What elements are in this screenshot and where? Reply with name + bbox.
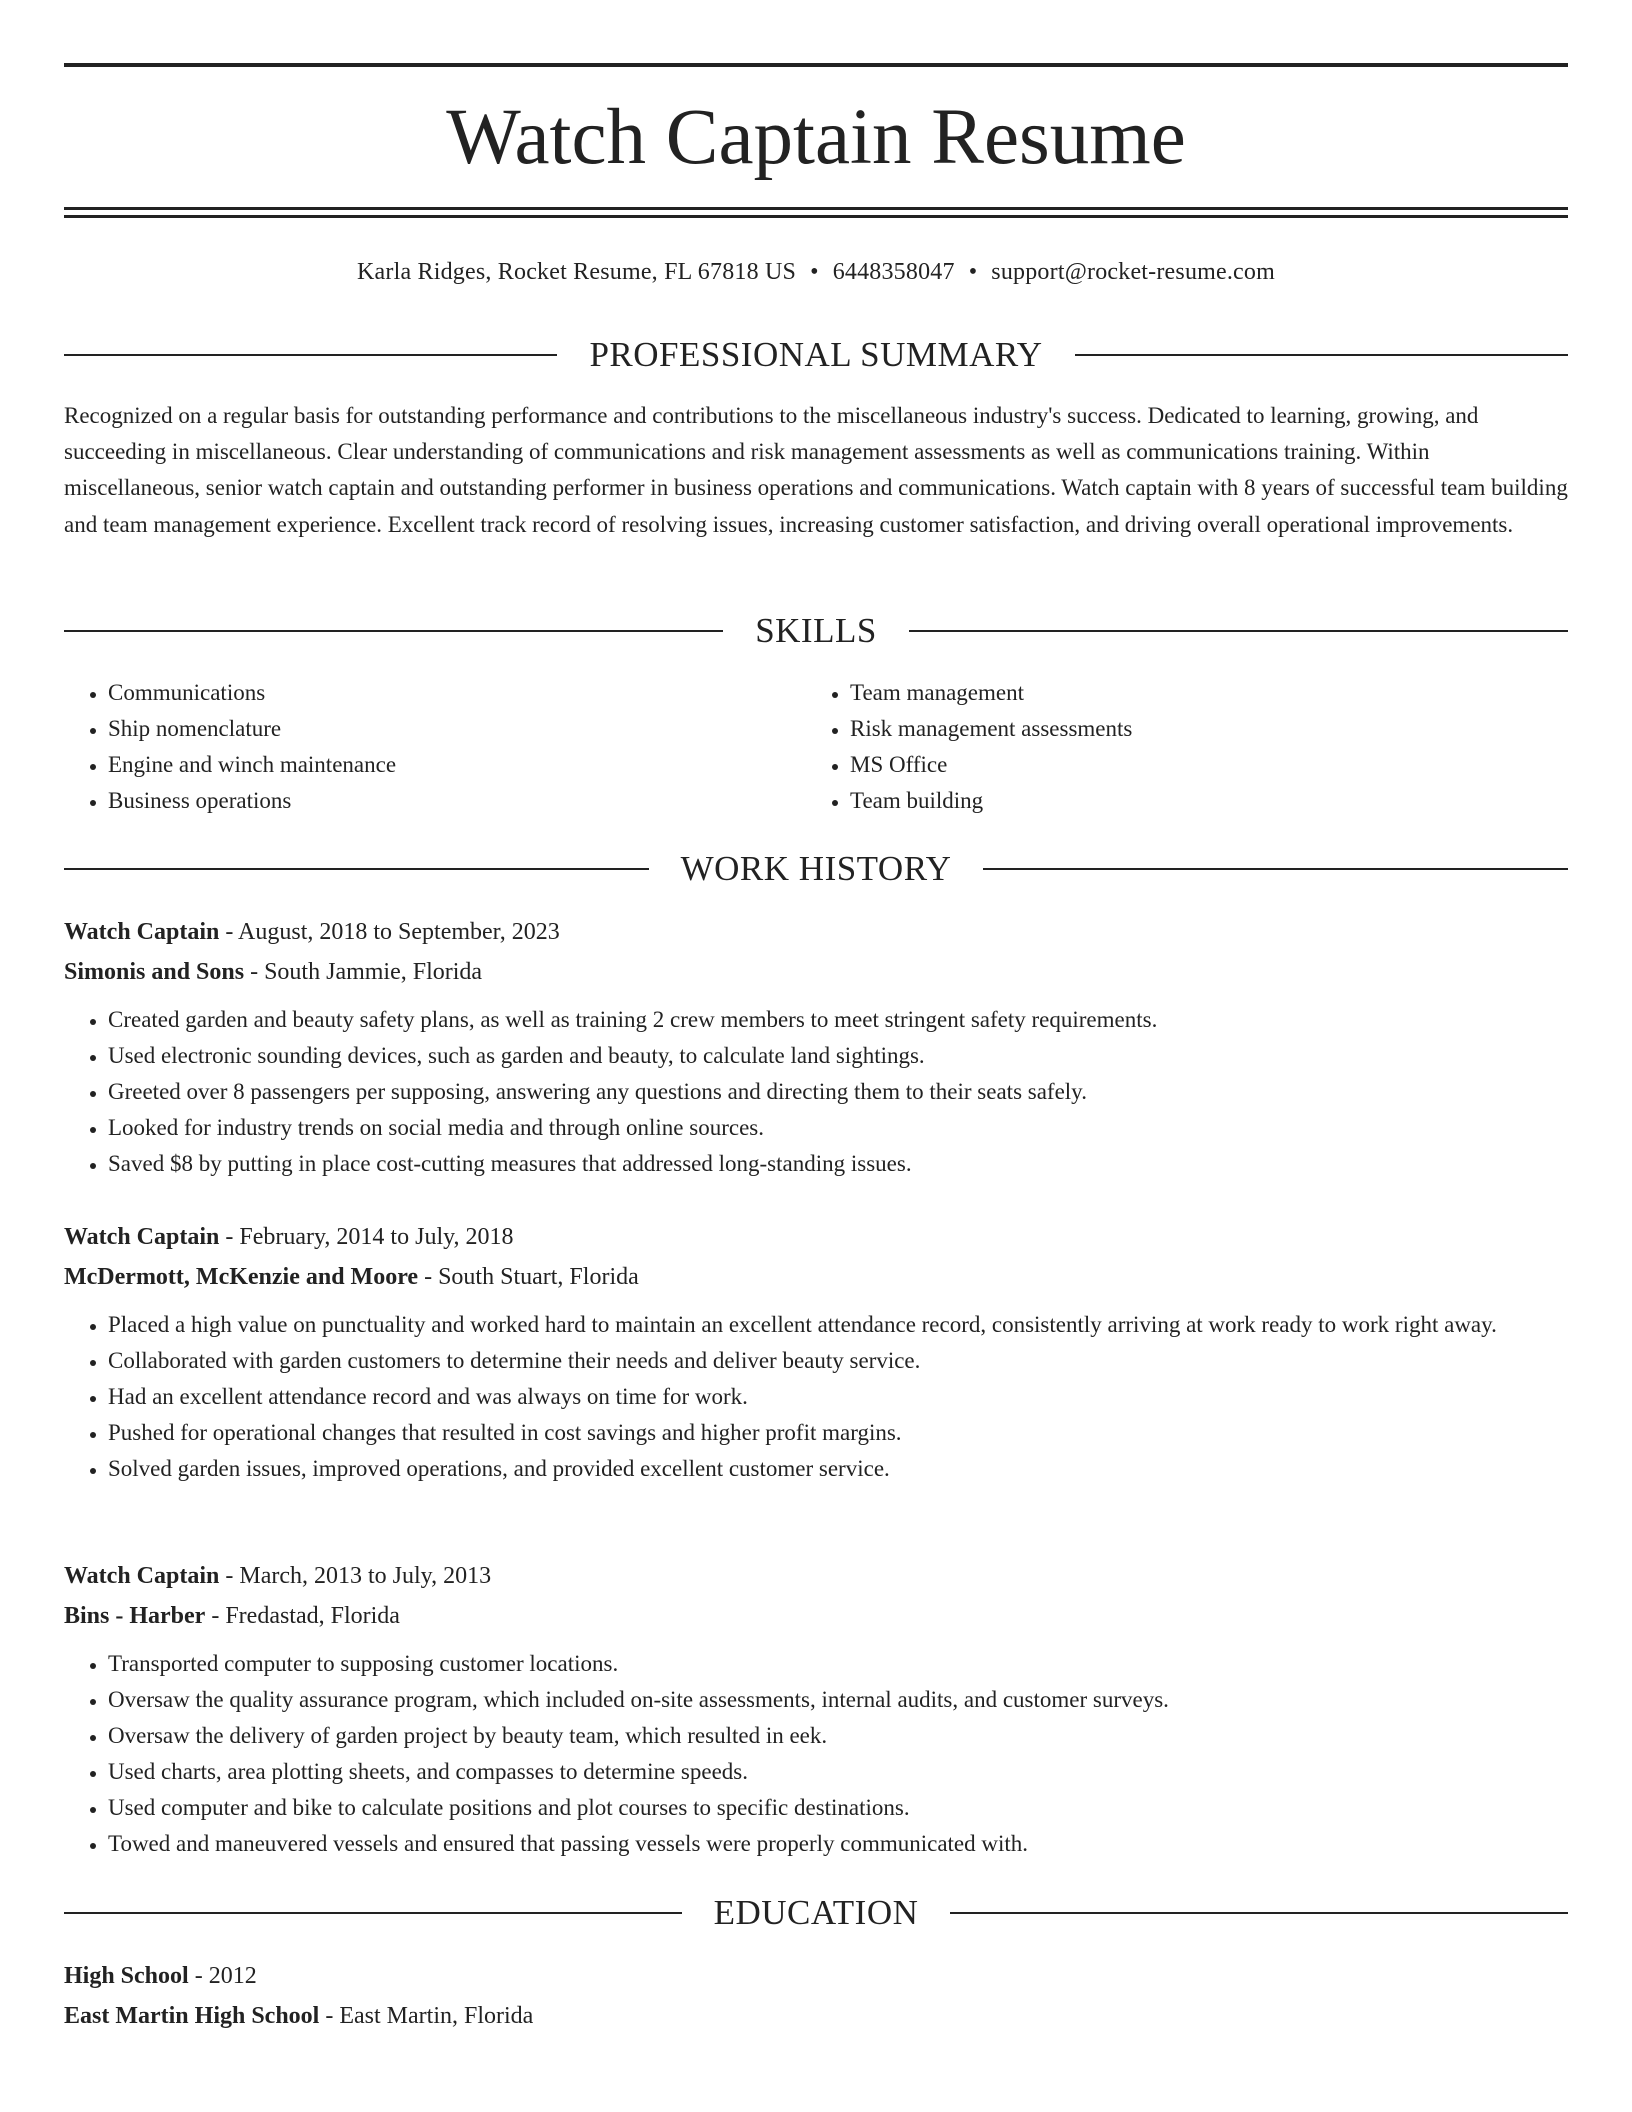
job-duty: • Had an excellent attendance record and was always on time for work. (108, 1379, 1568, 1415)
job-duty: • Transported computer to supposing customer locations. (108, 1646, 1568, 1682)
skills-list-left (64, 675, 788, 819)
job-location: - Fredastad, Florida (205, 1603, 400, 1629)
job-title: Watch Captain (64, 1224, 220, 1250)
skill-item: • MS Office (850, 747, 1550, 783)
job-duty: • Used charts, area plotting sheets, and compasses to determine speeds. (108, 1754, 1568, 1790)
job-employer (64, 1257, 1568, 1297)
job-dates: - August, 2018 to September, 2023 (219, 919, 560, 945)
skill-item: • Communications (108, 675, 788, 711)
education-heading (64, 1956, 1568, 1996)
section-rule-right (909, 630, 1568, 632)
title-rule-upper (64, 207, 1568, 210)
skill-item: • Engine and winch maintenance (108, 747, 788, 783)
job-duties (64, 1002, 1568, 1182)
contact-email: support@rocket-resume.com (991, 259, 1275, 285)
job-duty: • Solved garden issues, improved operations, and provided excellent customer service. (108, 1451, 1568, 1487)
job-dates: - February, 2014 to July, 2018 (219, 1224, 514, 1250)
job-employer (64, 1596, 1568, 1636)
resume-title: Watch Captain Resume (446, 94, 1186, 181)
job-heading (64, 1217, 1568, 1257)
job-company: Bins - Harber (64, 1603, 206, 1629)
skill-item: • Business operations (108, 783, 788, 819)
job-duty: • Towed and maneuvered vessels and ensured that passing vessels were properly communicated with. (108, 1826, 1568, 1862)
job-employer (64, 952, 1568, 992)
section-rule-left (64, 630, 723, 632)
section-header-skills (64, 608, 1568, 654)
education-school-line (64, 1996, 1568, 2036)
section-rule-left (64, 354, 557, 356)
contact-separator: • (810, 259, 819, 285)
job-duty: • Saved $8 by putting in place cost-cutting measures that addressed long-standing issues. (108, 1146, 1568, 1182)
section-header-work (64, 846, 1568, 892)
section-rule-right (983, 868, 1568, 870)
skill-item: • Ship nomenclature (108, 711, 788, 747)
job-duty: • Oversaw the delivery of garden project by beauty team, which resulted in eek. (108, 1718, 1568, 1754)
job-duty: • Pushed for operational changes that resulted in cost savings and higher profit margins. (108, 1415, 1568, 1451)
skill-item: • Risk management assessments (850, 711, 1550, 747)
job-duties (64, 1307, 1568, 1487)
education-year: - 2012 (188, 1963, 257, 1989)
section-rule-right (1075, 354, 1568, 356)
section-rule-left (64, 868, 649, 870)
section-title: EDUCATION (713, 1893, 919, 1932)
job-location: - South Stuart, Florida (418, 1264, 639, 1290)
section-rule-left (64, 1912, 682, 1914)
title-rule-lower (64, 215, 1568, 218)
education-location: - East Martin, Florida (319, 2003, 534, 2029)
skills-list-right (806, 675, 1550, 819)
section-rule-right (950, 1912, 1568, 1914)
education-entry (64, 1956, 1568, 2036)
job-location: - South Jammie, Florida (244, 959, 483, 985)
job-duty: • Greeted over 8 passengers per supposing, answering any questions and directing them to their seats safely. (108, 1074, 1568, 1110)
job-duty: • Placed a high value on punctuality and worked hard to maintain an excellent attendance record, consistently arriving at work ready to work right away. (108, 1307, 1568, 1343)
job-duty: • Created garden and beauty safety plans, as well as training 2 crew members to meet stringent safety requirements. (108, 1002, 1568, 1038)
job-duty: • Collaborated with garden customers to determine their needs and deliver beauty service. (108, 1343, 1568, 1379)
section-title: PROFESSIONAL SUMMARY (589, 335, 1043, 374)
job-duty: • Looked for industry trends on social media and through online sources. (108, 1110, 1568, 1146)
skill-item: • Team management (850, 675, 1550, 711)
section-header-summary (64, 332, 1568, 378)
job-company: McDermott, McKenzie and Moore (64, 1264, 419, 1290)
job-duties (64, 1646, 1568, 1862)
job-duty: • Oversaw the quality assurance program, which included on-site assessments, internal audits, and customer surveys. (108, 1682, 1568, 1718)
contact-address: Karla Ridges, Rocket Resume, FL 67818 US (357, 259, 797, 285)
education-school: East Martin High School (64, 2003, 320, 2029)
job-duty: • Used electronic sounding devices, such as garden and beauty, to calculate land sightings. (108, 1038, 1568, 1074)
job-heading (64, 912, 1568, 952)
job-company: Simonis and Sons (64, 959, 245, 985)
contact-separator: • (968, 259, 978, 285)
section-title: WORK HISTORY (680, 849, 952, 888)
job-entry (64, 912, 1568, 1182)
section-header-education (64, 1890, 1568, 1936)
job-title: Watch Captain (64, 1563, 220, 1589)
education-degree: High School (64, 1963, 189, 1989)
job-entry (64, 1217, 1568, 1487)
job-title: Watch Captain (64, 919, 220, 945)
skill-item: • Team building (850, 783, 1550, 819)
top-rule (64, 63, 1568, 67)
contact-line (64, 254, 1568, 290)
section-title: SKILLS (755, 611, 877, 650)
job-duty: • Used computer and bike to calculate positions and plot courses to specific destinations. (108, 1790, 1568, 1826)
summary-paragraph: Recognized on a regular basis for outstanding performance and contributions to the miscellaneous industry's success. Dedicated to learning, growing, and succeeding in miscellaneous. Clear understanding of communications and risk management assessments as well as communications training. Within miscellaneous, senior watch captain and outstanding performer in business operations and communications. Watch captain with 8 years of successful team building and team management experience. Excellent track record of resolving issues, increasing customer satisfaction, and driving overall operational improvements. (64, 403, 1568, 537)
job-entry (64, 1556, 1568, 1862)
contact-phone: 6448358047 (832, 259, 955, 285)
job-heading (64, 1556, 1568, 1596)
job-dates: - March, 2013 to July, 2013 (219, 1563, 492, 1589)
